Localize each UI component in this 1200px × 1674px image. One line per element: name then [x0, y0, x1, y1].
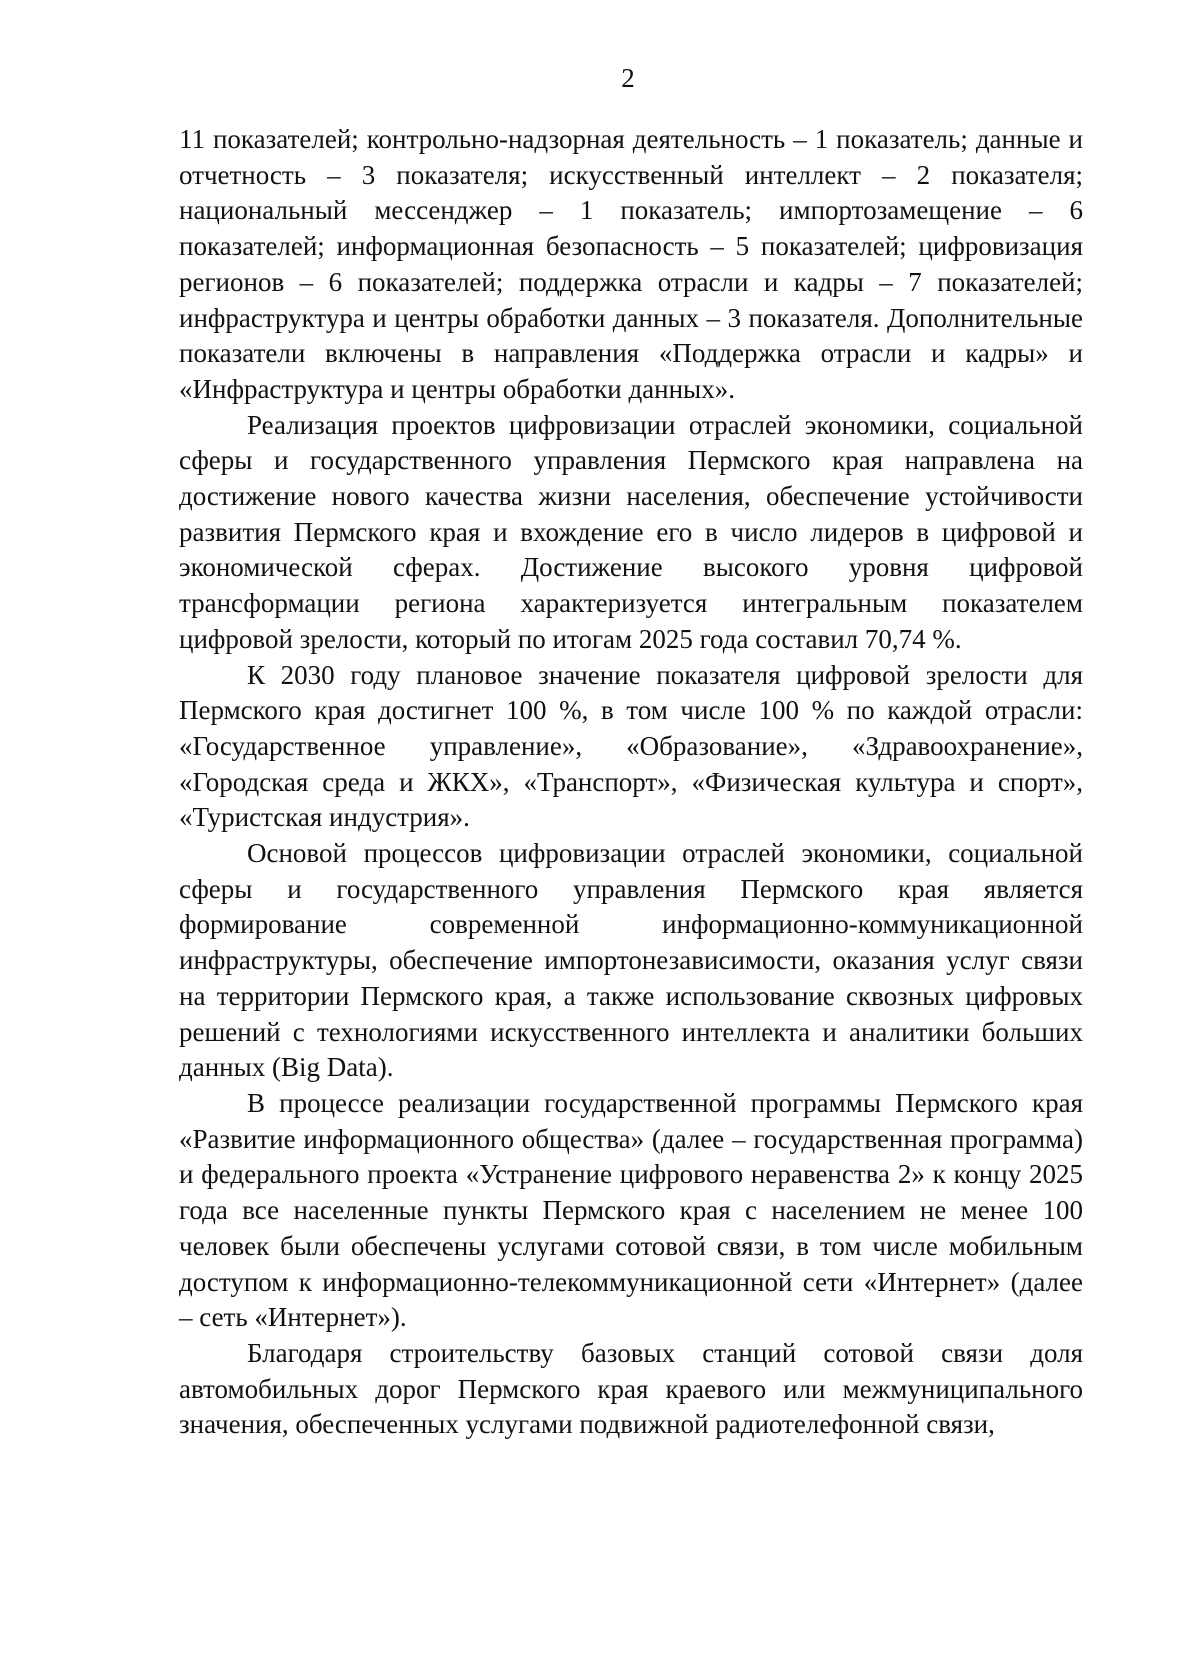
paragraph-2030-target: К 2030 году плановое значение показателя цифровой зрелости для Пермского края достигнет 100 %, в том числе 100 % по каждой отрасли: «Государственное управление», «Образование», «Здравоохранение», «Городская среда и ЖКХ», «Транспорт», «Физическая культура и спорт», «Туристская индустрия». [179, 659, 1083, 833]
paragraph-state-program: В процессе реализации государственной программы Пермского края «Развитие информационного общества» (далее – государственная программа) и федерального проекта «Устранение цифрового неравенства 2» к концу 2025 года все населенные пункты Пермского края с населением не менее 100 человек были обеспечены услугами сотовой связи, в том числе мобильным доступом к информационно-телекоммуникационной сети «Интернет» (далее – сеть «Интернет»). [179, 1087, 1083, 1333]
page-number: 2 [621, 63, 635, 93]
paragraph-indicators-list: 11 показателей; контрольно-надзорная деятельность – 1 показатель; данные и отчетность – 3 показателя; искусственный интеллект – 2 показателя; национальный мессенджер – 1 показатель; импортозамещение – 6 показателей; информационная безопасность – 5 показателей; цифровизация регионов – 6 показателей; поддержка отрасли и кадры – 7 показателей; инфраструктура и центры обработки данных – 3 показателя. Дополнительные показатели включены в направления «Поддержка отрасли и кадры» и «Инфраструктура и центры обработки данных». [179, 124, 1083, 404]
paragraph-infrastructure: Основой процессов цифровизации отраслей экономики, социальной сферы и государственного управления Пермского края является формирование современной информационно-коммуникационной инфраструктуры, обеспечение импортонезависимости, оказания услуг связи на территории Пермского края, а также использование сквозных цифровых решений с технологиями искусственного интеллекта и аналитики больших данных (Big Data). [179, 838, 1083, 1083]
paragraph-base-stations: Благодаря строительству базовых станций сотовой связи доля автомобильных дорог Пермского края краевого или межмуниципального значения, обеспеченных услугами подвижной радиотелефонной связи, [179, 1337, 1083, 1440]
document-body [179, 122, 1083, 1443]
paragraph-digitalization-goals: Реализация проектов цифровизации отраслей экономики, социальной сферы и государственного управления Пермского края направлена на достижение нового качества жизни населения, обеспечение устойчивости развития Пермского края и вхождение его в число лидеров в цифровой и экономической сферах. Достижение высокого уровня цифровой трансформации региона характеризуется интегральным показателем цифровой зрелости, который по итогам 2025 года составил 70,74 %. [179, 409, 1083, 654]
